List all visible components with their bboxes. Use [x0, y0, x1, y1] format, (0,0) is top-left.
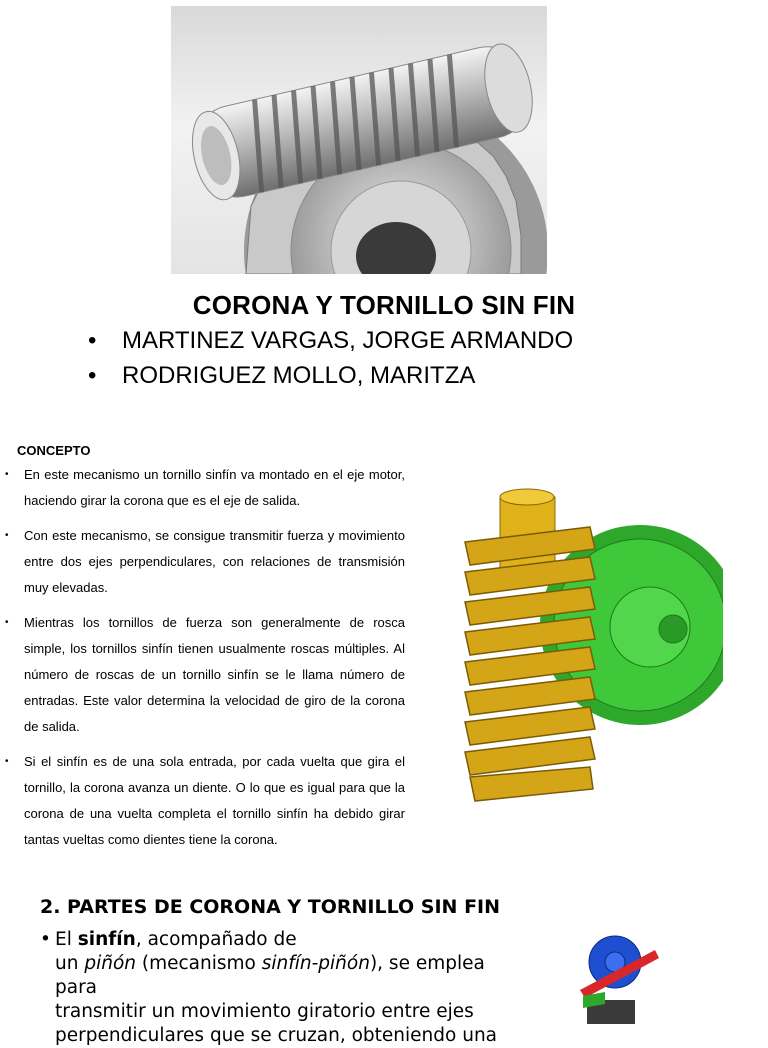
bullet: • — [5, 617, 9, 628]
bullet: • — [5, 530, 9, 541]
list-item — [5, 523, 405, 601]
text-run: un — [55, 953, 85, 974]
list-item — [5, 610, 405, 740]
text-run-bold: sinfín — [77, 929, 136, 950]
section2-text — [40, 928, 530, 1048]
concepto-list — [5, 462, 405, 862]
section2-line: perpendiculares que se cruzan, obteniendo una — [55, 1025, 498, 1046]
hero-worm-gear-image — [171, 6, 547, 274]
author-1 — [88, 327, 573, 355]
author-2 — [88, 362, 475, 390]
text-run: El — [55, 929, 78, 950]
bullet: • — [88, 327, 97, 354]
text-run: , acompañado de — [135, 929, 297, 950]
text-run: (mecanismo — [136, 953, 262, 974]
concepto-heading: CONCEPTO — [17, 443, 91, 458]
paragraph-text: Con este mecanismo, se consigue transmitir fuerza y movimiento entre dos ejes perpendiculares, con relaciones de transmisión muy elevadas. — [24, 528, 405, 595]
section2-line: transmitir un movimiento giratorio entre ejes — [55, 1001, 474, 1022]
lego-worm-gear-image — [575, 930, 665, 1024]
paragraph-text: Si el sinfín es de una sola entrada, por cada vuelta que gira el tornillo, la corona avanza un diente. O lo que es igual para que la corona de una vuelta completa el tornillo sinfín ha debido girar tantas vueltas como dientes tiene la corona. — [24, 754, 405, 847]
section2-line — [40, 928, 530, 952]
paragraph-text: En este mecanismo un tornillo sinfín va montado en el eje motor, haciendo girar la corona que es el eje de salida. — [24, 467, 405, 508]
gold-worm-green-gear-image — [445, 467, 723, 823]
text-run-italic: sinfín-piñón — [261, 953, 370, 974]
bullet: • — [40, 929, 51, 950]
list-item — [5, 749, 405, 853]
bullet: • — [88, 362, 97, 389]
text-run: ), se emplea para — [55, 953, 485, 998]
page-title: CORONA Y TORNILLO SIN FIN — [192, 290, 576, 320]
list-item — [5, 462, 405, 514]
section2-heading: 2. PARTES DE CORONA Y TORNILLO SIN FIN — [40, 896, 501, 918]
paragraph-text: Mientras los tornillos de fuerza son generalmente de rosca simple, los tornillos sinfín tienen usualmente roscas múltiples. Al número de roscas de un tornillo sinfín se le llama número de entradas. Este valor determina la velocidad de giro de la corona de salida. — [24, 615, 405, 734]
bullet: • — [5, 756, 9, 767]
bullet: • — [5, 469, 9, 480]
author-name: MARTINEZ VARGAS, JORGE ARMANDO — [122, 327, 574, 354]
section2-line — [40, 952, 530, 1000]
text-run-italic: piñón — [84, 953, 136, 974]
author-name: RODRIGUEZ MOLLO, MARITZA — [122, 362, 476, 389]
